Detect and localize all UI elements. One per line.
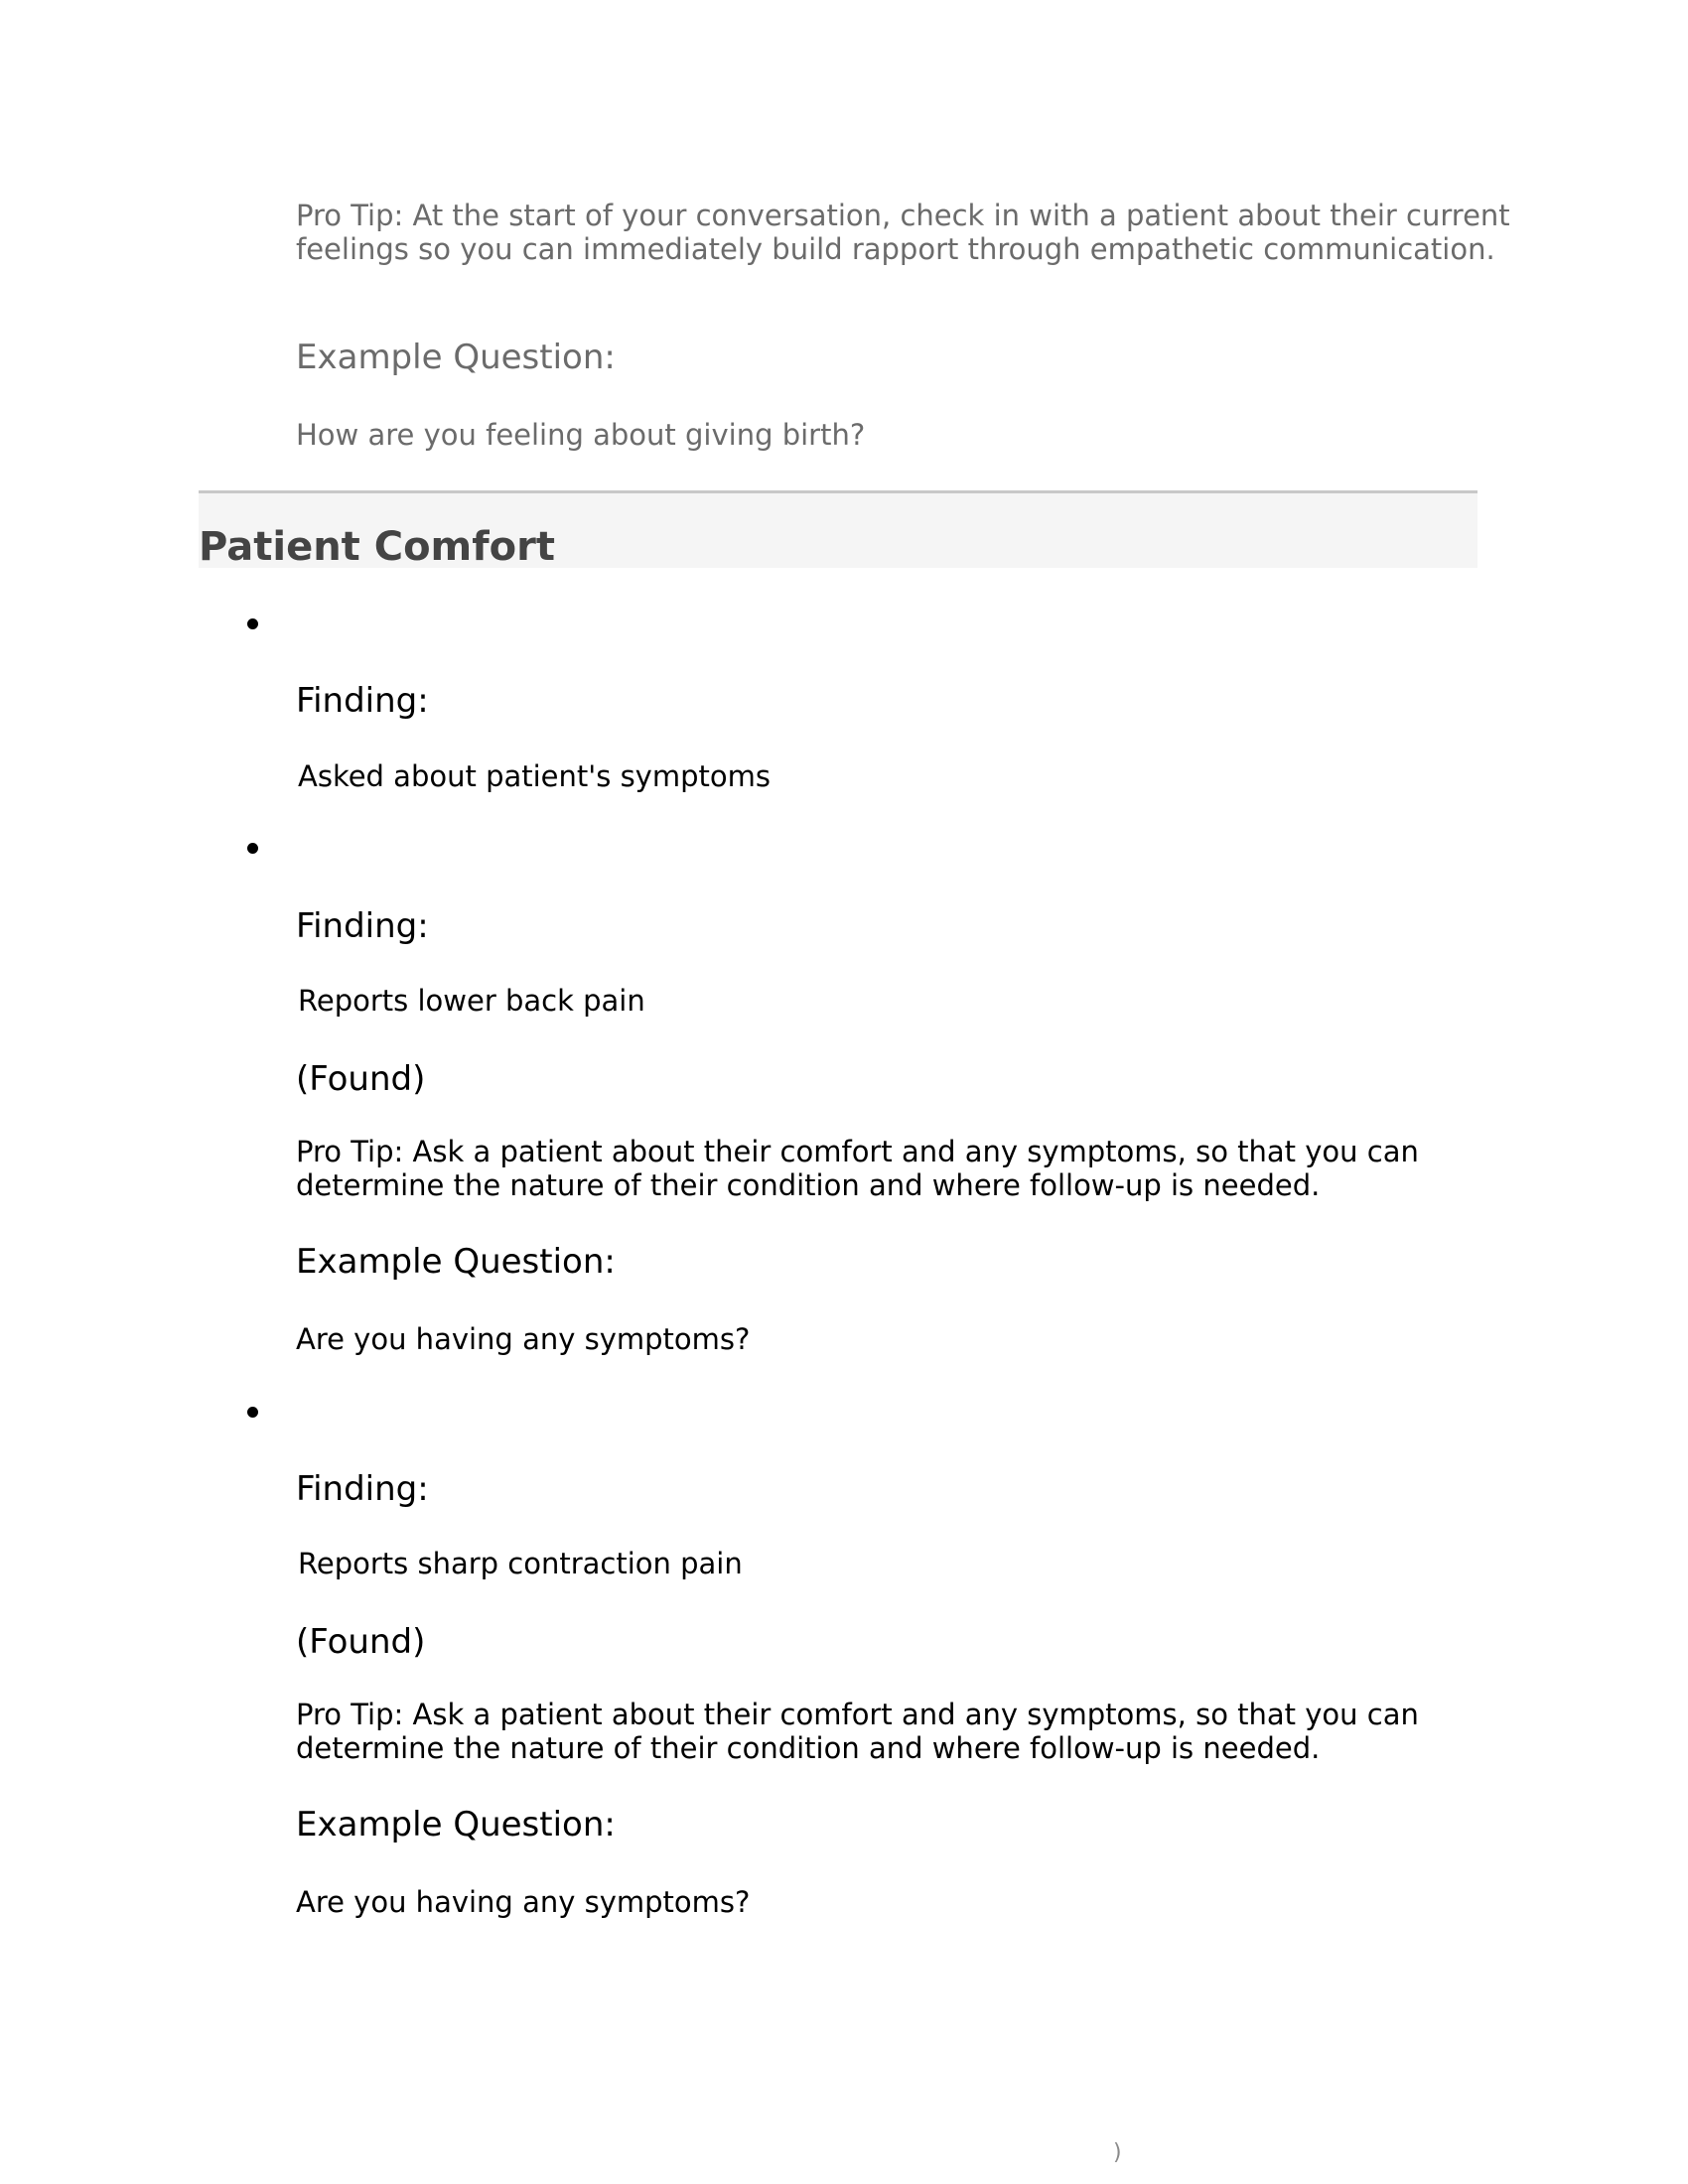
finding-label: Finding: [296,681,429,721]
finding-text: Reports lower back pain [298,984,645,1018]
section-title: Patient Comfort [199,524,555,570]
intro-example-label: Example Question: [296,338,616,377]
finding-example-question: Are you having any symptoms? [296,1322,751,1356]
intro-pro-tip: Pro Tip: At the start of your conversation, check in with a patient about their current feelings so you can immediately build rapport through empathetic communication. [296,199,1510,266]
intro-example-question: How are you feeling about giving birth? [296,418,866,452]
finding-status: (Found) [296,1622,426,1662]
list-bullet [247,843,258,854]
finding-pro-tip: Pro Tip: Ask a patient about their comfort and any symptoms, so that you can determine the nature of their condition and where follow-up is needed. [296,1135,1419,1202]
page-footer-mark: ) [1113,2140,1122,2165]
finding-text: Reports sharp contraction pain [298,1547,743,1580]
list-bullet [247,1407,258,1418]
finding-example-label: Example Question: [296,1805,616,1844]
finding-text: Asked about patient's symptoms [298,759,771,793]
finding-status: (Found) [296,1059,426,1099]
finding-label: Finding: [296,1469,429,1509]
finding-example-question: Are you having any symptoms? [296,1885,751,1919]
finding-label: Finding: [296,906,429,946]
finding-pro-tip: Pro Tip: Ask a patient about their comfort and any symptoms, so that you can determine the nature of their condition and where follow-up is needed. [296,1698,1419,1765]
finding-example-label: Example Question: [296,1242,616,1282]
list-bullet [247,618,258,629]
